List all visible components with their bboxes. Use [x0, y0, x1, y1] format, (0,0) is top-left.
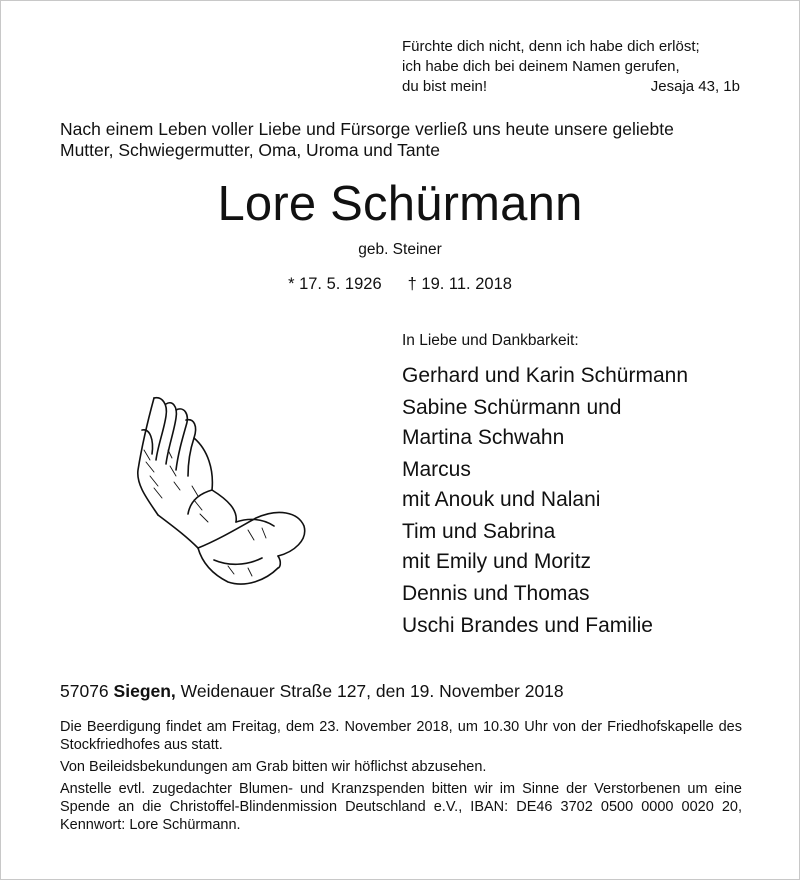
- condolence-note: Von Beileidsbekundungen am Grab bitten wir höflichst abzusehen.: [60, 759, 487, 775]
- mourners-list: [402, 361, 762, 643]
- mourner-entry: [402, 361, 762, 391]
- verse-line-3: du bist mein!: [402, 78, 488, 95]
- life-dates: [0, 274, 800, 294]
- address-date: Weidenauer Straße 127, den 19. November 2018: [180, 681, 564, 701]
- postcode: 57076: [60, 681, 109, 701]
- mourner-line: Dennis und Thomas: [402, 582, 590, 605]
- place-date-line: [60, 680, 564, 702]
- intro-text: [60, 119, 750, 161]
- verse-line-1: Fürchte dich nicht, denn ich habe dich erlöst;: [402, 38, 700, 55]
- notes-section: [60, 718, 742, 838]
- intro-line-2: Mutter, Schwiegermutter, Oma, Uroma und Tante: [60, 140, 440, 160]
- bible-verse: [402, 37, 740, 97]
- mourner-line: Martina Schwahn: [402, 426, 565, 449]
- donation-note: Anstelle evtl. zugedachter Blumen- und Kranzspenden bitten wir im Sinne der Verstorbenen um eine Spende an die Christoffel-Blindenmission Deutschland e.V., IBAN: DE46 3702 0500 0000 0020 20, Kennwort: Lore Schürmann.: [60, 781, 742, 833]
- mourner-entry: [402, 455, 762, 515]
- mourners-heading: In Liebe und Dankbarkeit:: [402, 332, 579, 349]
- deceased-name: Lore Schürmann: [217, 177, 583, 231]
- intro-line-1: Nach einem Leben voller Liebe und Fürsorge verließ uns heute unsere geliebte: [60, 119, 674, 139]
- praying-hands-icon: [128, 390, 313, 590]
- birth-date: * 17. 5. 1926: [288, 275, 382, 293]
- mourner-line: mit Anouk und Nalani: [402, 488, 601, 511]
- city: Siegen,: [113, 681, 176, 701]
- mourner-entry: [402, 579, 762, 609]
- mourner-line: Sabine Schürmann und: [402, 396, 622, 419]
- mourner-line: Gerhard und Karin Schürmann: [402, 364, 688, 387]
- verse-reference: Jesaja 43, 1b: [650, 78, 740, 95]
- mourner-line: Uschi Brandes und Familie: [402, 614, 653, 637]
- mourner-entry: [402, 393, 762, 453]
- funeral-note: Die Beerdigung findet am Freitag, dem 23. November 2018, um 10.30 Uhr von der Friedhofskapelle des Stockfriedhofes aus statt.: [60, 719, 742, 753]
- death-date: † 19. 11. 2018: [407, 275, 512, 293]
- mourner-line: Marcus: [402, 458, 471, 481]
- mourner-line: mit Emily und Moritz: [402, 550, 592, 573]
- mourner-entry: [402, 517, 762, 577]
- mourner-entry: [402, 611, 762, 641]
- maiden-name: geb. Steiner: [358, 241, 442, 258]
- verse-line-2: ich habe dich bei deinem Namen gerufen,: [402, 58, 680, 75]
- mourner-line: Tim und Sabrina: [402, 520, 556, 543]
